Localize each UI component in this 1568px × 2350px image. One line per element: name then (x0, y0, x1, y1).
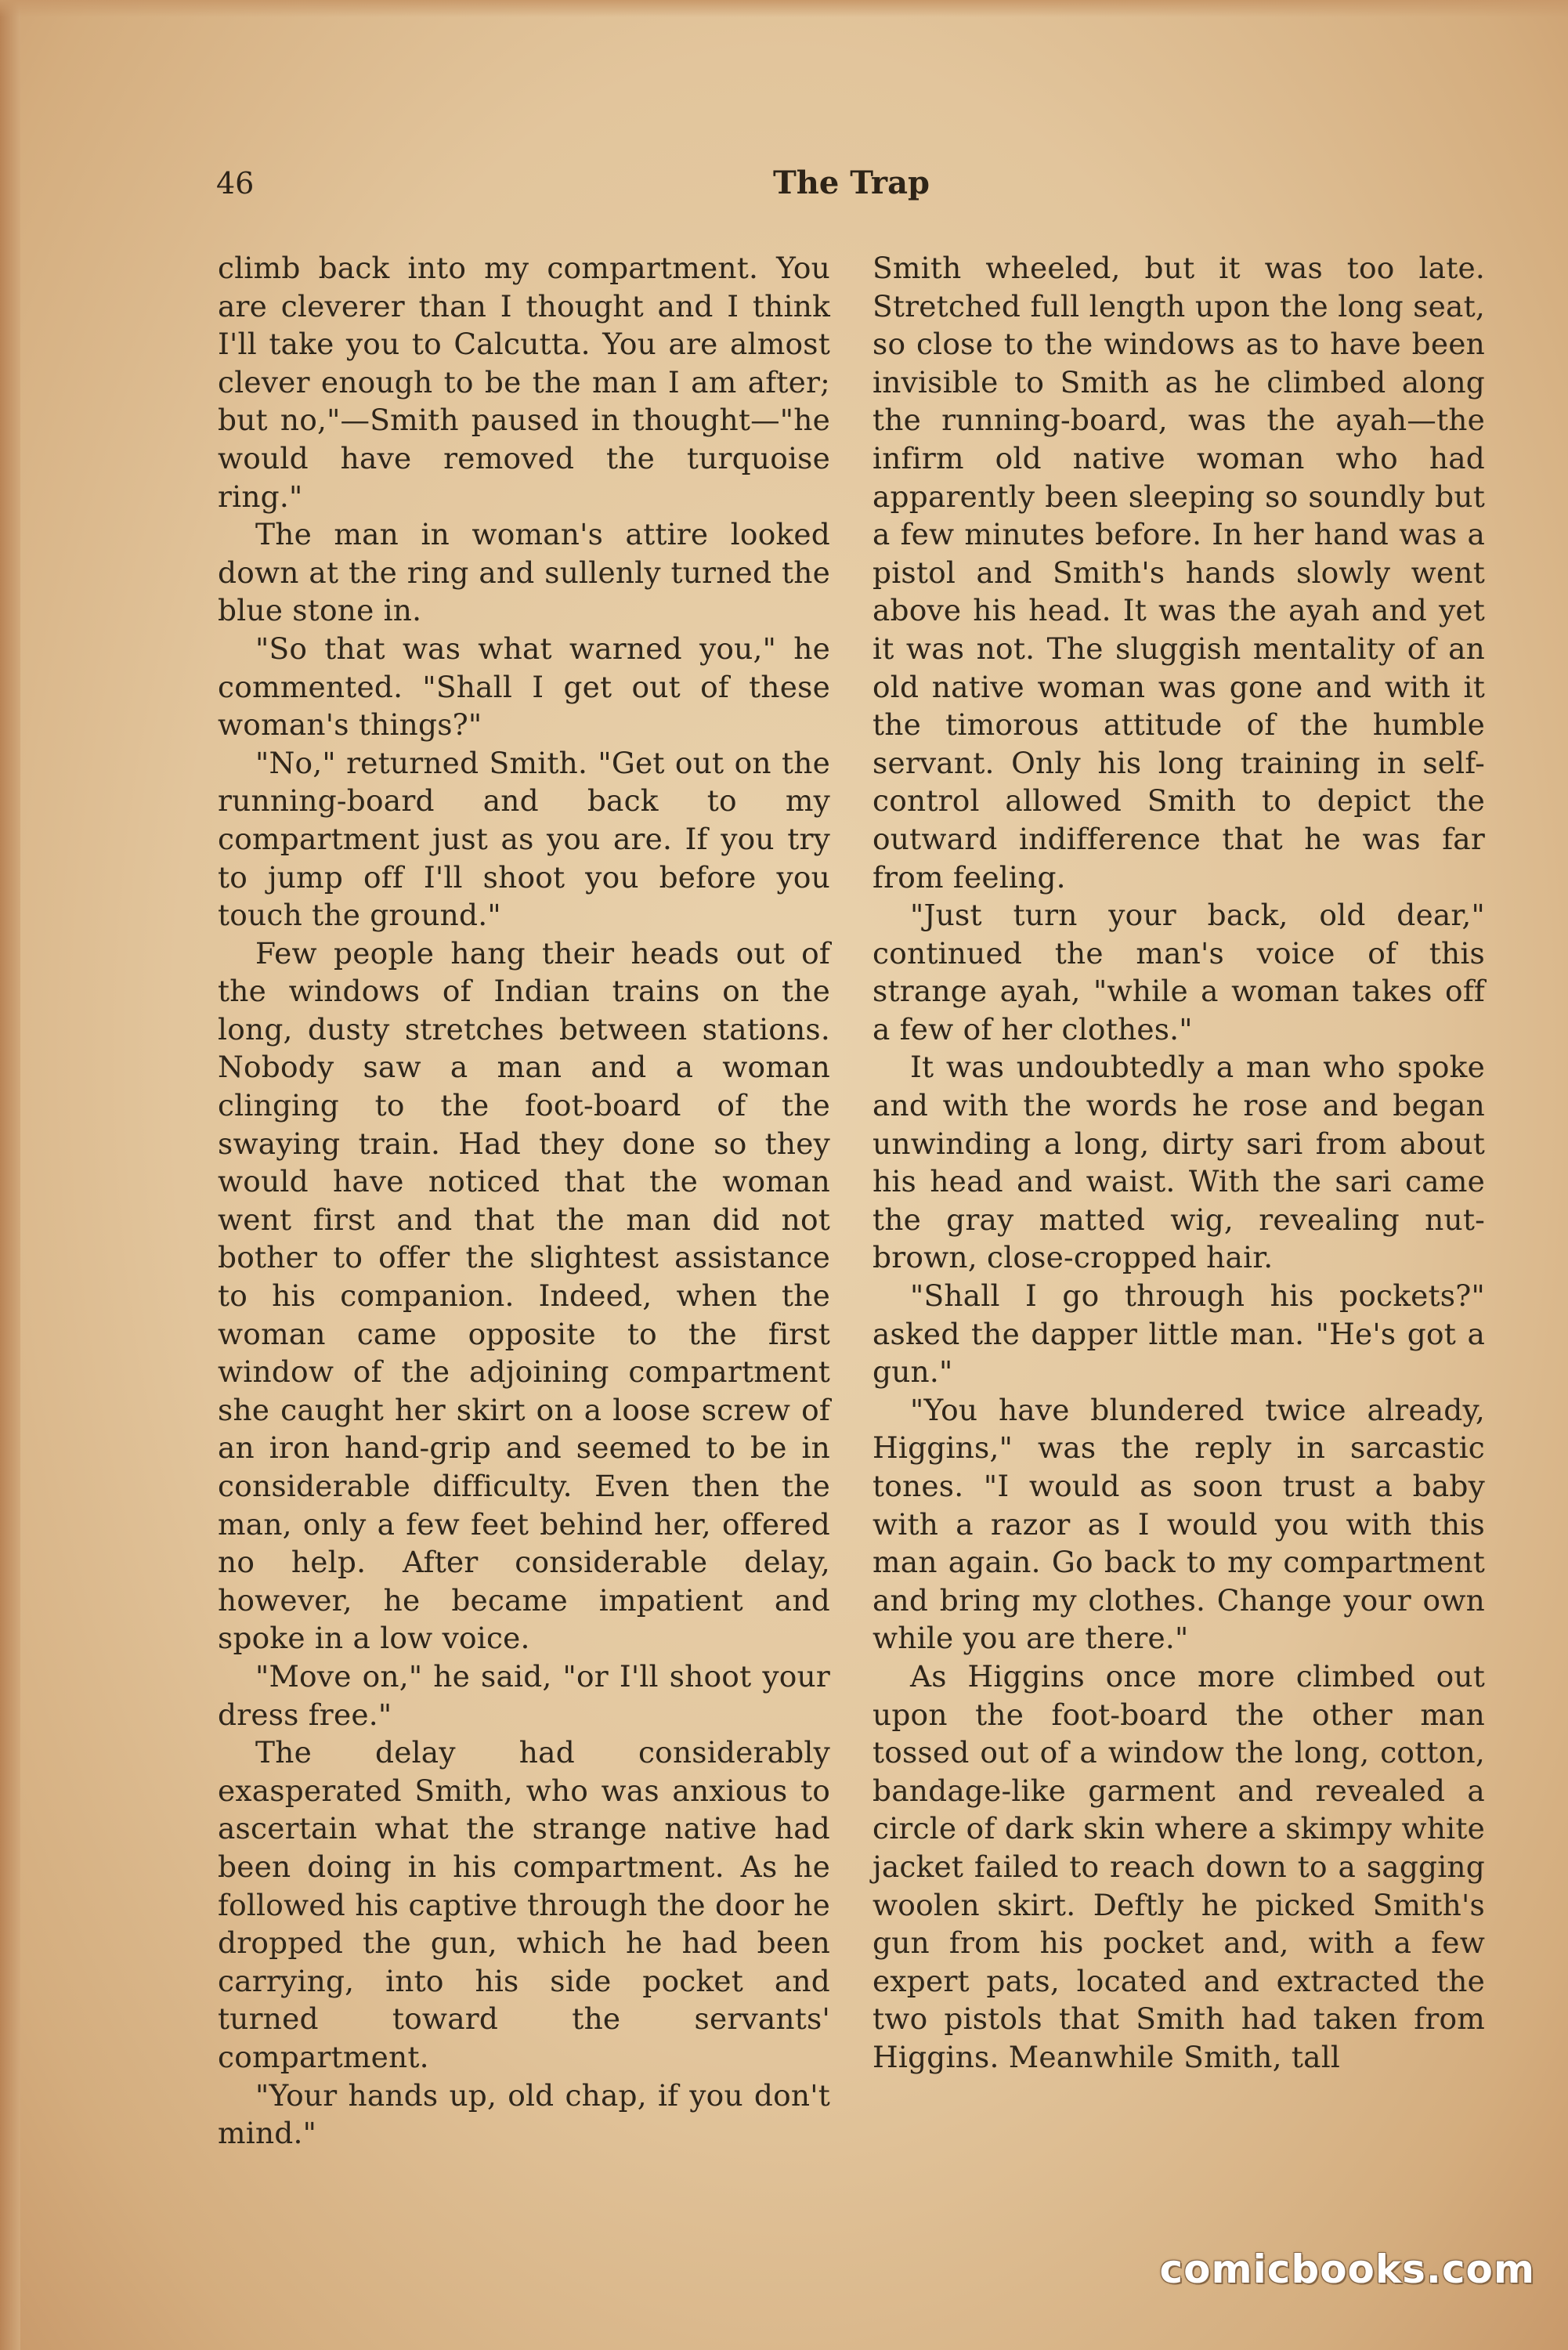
paragraph: "You have blundered twice already, Higgins," was the reply in sarcastic tones. "I would as soon trust a baby with a razor as I would you with this man again. Go back to my compartment and bring my clothes. Change your own while you are there." (873, 1392, 1485, 1656)
paragraph: "Your hands up, old chap, if you don't mind." (218, 2077, 830, 2151)
page-top-edge (0, 0, 1568, 17)
paragraph: As Higgins once more climbed out upon the foot-board the other man tossed out of a window the long, cotton, bandage-like garment and revealed a circle of dark skin where a skimpy white jacket failed to reach down to a sagging woolen skirt. Deftly he picked Smith's gun from his pocket and, with a few expert pats, located and extracted the two pistols that Smith had taken from Higgins. Meanwhile Smith, tall (873, 1658, 1485, 2074)
paragraph: "Move on," he said, "or I'll shoot your dress free." (218, 1658, 830, 1732)
paragraph: "So that was what warned you," he commented. "Shall I get out of these woman's things?" (218, 631, 830, 743)
left-column (218, 249, 830, 2153)
paragraph: The delay had considerably exasperated Smith, who was anxious to ascertain what the strange native had been doing in his compartment. As he followed his captive through the door he dropped the gun, which he had been carrying, into his side pocket and turned toward the servants' compartment. (218, 1735, 830, 2074)
paragraph: "Shall I go through his pockets?" asked the dapper little man. "He's got a gun." (873, 1278, 1485, 1390)
paragraph: Smith wheeled, but it was too late. Stretched full length upon the long seat, so close to the windows as to have been invisible to Smith as he climbed along the running-board, was the ayah—the infirm old native woman who had apparently been sleeping so soundly but a few minutes before. In her hand was a pistol and Smith's hands slowly went above his head. It was the ayah and yet it was not. The sluggish mentality of an old native woman was gone and with it the timorous attitude of the humble servant. Only his long training in self-control allowed Smith to depict the outward indifference that he was far from feeling. (873, 251, 1485, 895)
paragraph: climb back into my compartment. You are cleverer than I thought and I think I'll take you to Calcutta. You are almost clever enough to be the man I am after; but no,"—Smith paused in thought—"he would have removed the turquoise ring." (218, 251, 830, 514)
page-number: 46 (216, 166, 255, 201)
paragraph: "Just turn your back, old dear," continued the man's voice of this strange ayah, "while a woman takes off a few of her clothes." (873, 898, 1485, 1047)
paragraph: Few people hang their heads out of the windows of Indian trains on the long, dusty stretches between stations. Nobody saw a man and a woman clinging to the foot-board of the swaying train. Had they done so they would have noticed that the woman went first and that the man did not bother to offer the slightest assistance to his companion. Indeed, when the woman came opposite to the first window of the adjoining compartment she caught her skirt on a loose screw of an iron hand-grip and seemed to be in considerable difficulty. Even then the man, only a few feet behind her, offered no help. After considerable delay, however, he became impatient and spoke in a low voice. (218, 935, 830, 1656)
paragraph: The man in woman's attire looked down at the ring and sullenly turned the blue stone in. (218, 517, 830, 628)
running-title: The Trap (772, 164, 930, 201)
page-binding-edge (0, 0, 20, 2350)
watermark-logo: comicbooks.com (1159, 2247, 1535, 2292)
paragraph: "No," returned Smith. "Get out on the running-board and back to my compartment just as you are. If you try to jump off I'll shoot you before you touch the ground." (218, 745, 830, 933)
right-column (873, 249, 1485, 2077)
paragraph: It was undoubtedly a man who spoke and with the words he rose and began unwinding a long, dirty sari from about his head and waist. With the sari came the gray matted wig, revealing nut-brown, close-cropped hair. (873, 1050, 1485, 1275)
page-header (216, 166, 1487, 213)
